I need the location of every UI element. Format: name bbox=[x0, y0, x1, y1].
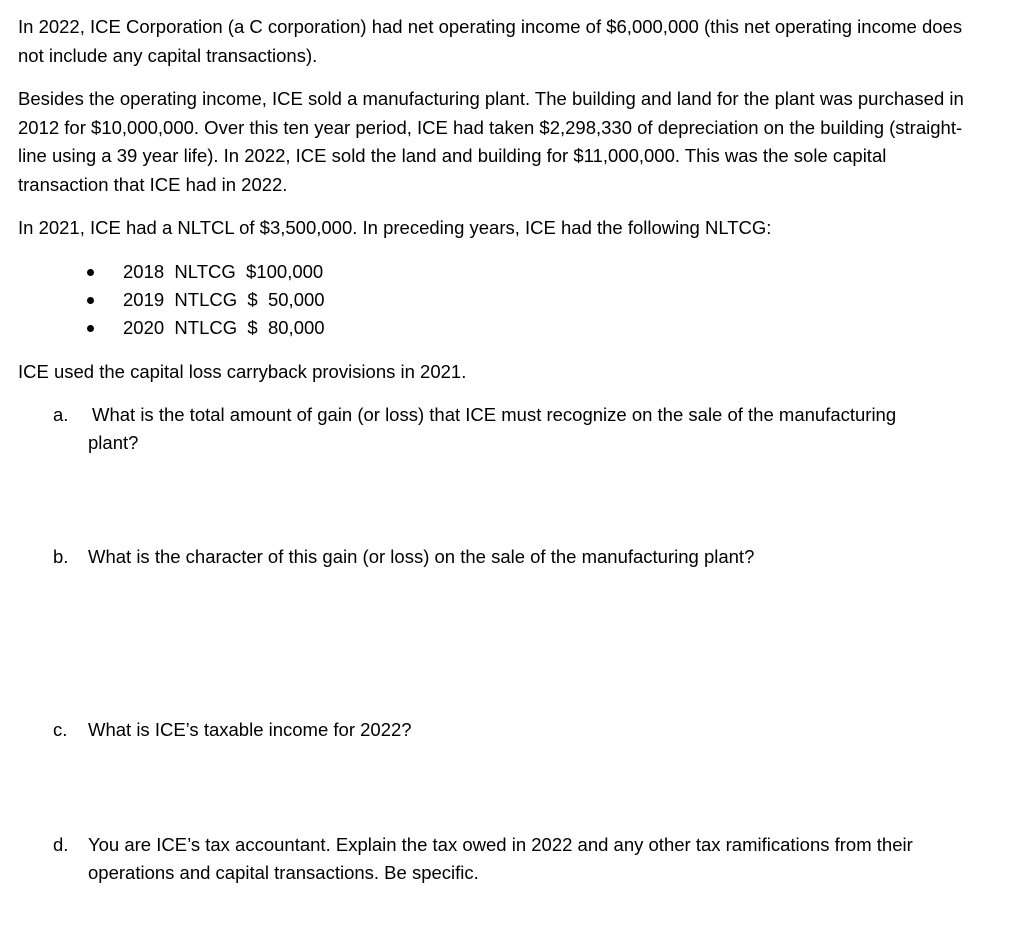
intro-paragraph-nltcl: In 2021, ICE had a NLTCL of $3,500,000. In preceding years, ICE had the following NLTCG: bbox=[18, 217, 772, 238]
question-b-text: What is the character of this gain (or loss) on the sale of the manufacturing plant? bbox=[88, 546, 755, 567]
question-a-text: What is the total amount of gain (or loss) that ICE must recognize on the sale of the manufacturing plant? bbox=[88, 404, 897, 453]
question-b-letter: b. bbox=[53, 546, 69, 567]
question-c-letter: c. bbox=[53, 719, 68, 740]
intro-paragraph-plant-sale: Besides the operating income, ICE sold a manufacturing plant. The building and land for the plant was purchased in 2012 for $10,000,000. Over this ten year period, ICE had taken $2,298,330 of depreciation on the building (straight-line using a 39 year life). In 2022, ICE sold the land and building for $11,000,000. This was the sole capital transaction that ICE had in 2022. bbox=[18, 88, 964, 195]
intro-paragraph-operating-income: In 2022, ICE Corporation (a C corporation) had net operating income of $6,000,000 (this net operating income does not include any capital transactions). bbox=[18, 16, 963, 66]
bullet-text: 2019 NTLCG $ 50,000 bbox=[123, 289, 325, 310]
question-d-text: You are ICE’s tax accountant. Explain the tax owed in 2022 and any other tax ramifications from their operations and capital transactions. Be specific. bbox=[88, 834, 913, 883]
bullet-icon bbox=[87, 297, 94, 304]
bullet-icon bbox=[87, 325, 94, 332]
question-a-letter: a. bbox=[53, 404, 69, 425]
bullet-text: 2018 NLTCG $100,000 bbox=[123, 261, 324, 282]
question-c-text: What is ICE’s taxable income for 2022? bbox=[88, 719, 412, 740]
bullet-icon bbox=[87, 269, 94, 276]
intro-paragraph-carryback: ICE used the capital loss carryback provisions in 2021. bbox=[18, 361, 467, 382]
question-d-letter: d. bbox=[53, 834, 69, 855]
bullet-text: 2020 NTLCG $ 80,000 bbox=[123, 317, 325, 338]
